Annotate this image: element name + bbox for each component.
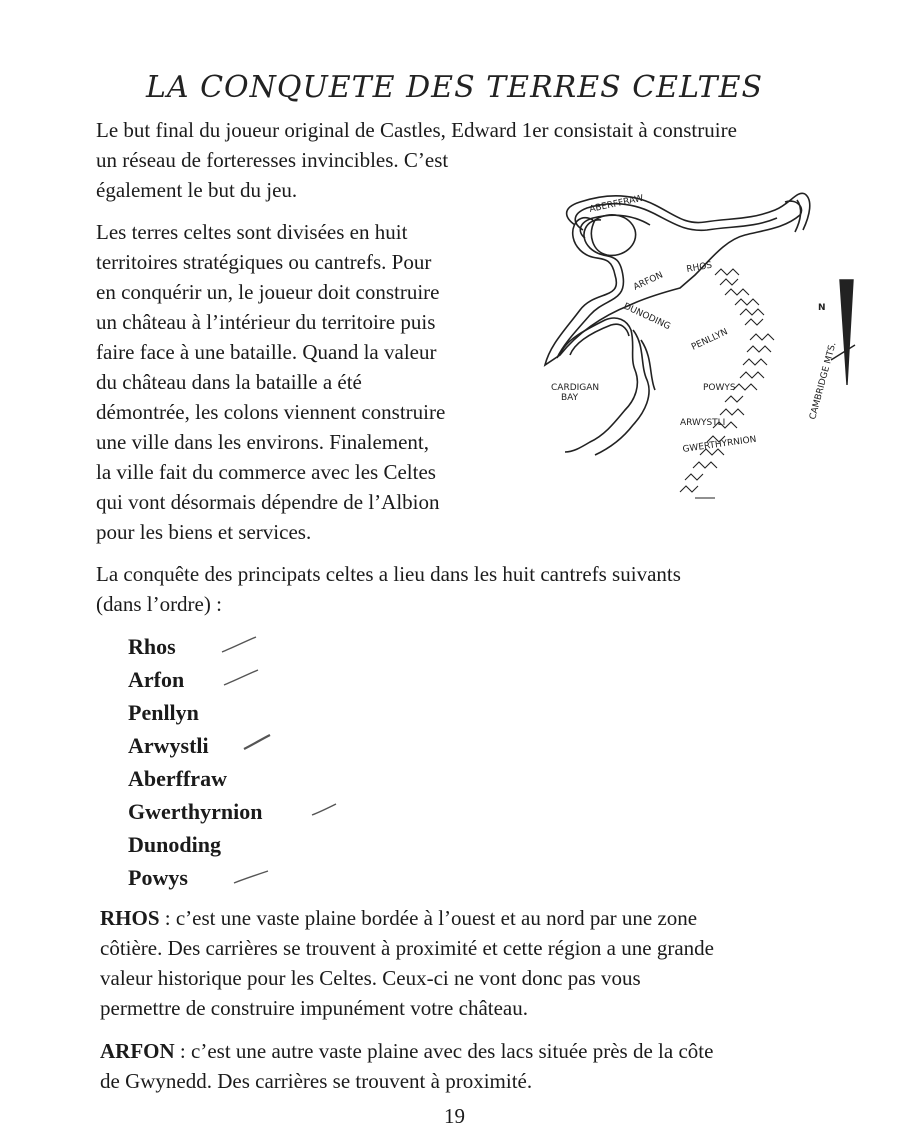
list-item	[128, 696, 262, 729]
map-label-powys: POWYS	[703, 383, 736, 393]
text-line: La conquête des principats celtes a lieu dans les huit cantrefs suivants	[96, 562, 681, 586]
wales-map	[535, 180, 870, 510]
list-item	[128, 828, 262, 861]
cantref-list	[128, 630, 262, 894]
map-label-cambridge-mts: CAMBRIDGE MTS.	[808, 341, 839, 421]
check-mark-icon	[220, 634, 260, 656]
list-item	[128, 663, 262, 696]
map-label-cardigan: CARDIGAN	[551, 383, 600, 393]
text-line: pour les biens et services.	[96, 520, 312, 544]
text-line: qui vont désormais dépendre de l’Albion	[96, 490, 440, 514]
list-item	[128, 795, 262, 828]
text-line: du château dans la bataille a été	[96, 370, 362, 394]
text-line: une ville dans les environs. Finalement,	[96, 430, 430, 454]
arfon-paragraph	[100, 1036, 890, 1096]
text-line: également le but du jeu.	[96, 178, 298, 202]
map-label-gwerthyrnion: GWERTHYRNION	[682, 434, 758, 455]
cantref-name: Dunoding	[128, 832, 221, 857]
check-mark-icon	[222, 667, 262, 689]
text-line: la ville fait du commerce avec les Celtes	[96, 460, 436, 484]
text-line: permettre de construire impunément votre château.	[100, 996, 528, 1020]
arfon-heading: ARFON	[100, 1039, 175, 1063]
text-line: Les terres celtes sont divisées en huit	[96, 220, 408, 244]
cantref-name: Aberffraw	[128, 766, 227, 791]
page-title: LA CONQUETE DES TERRES CELTES	[145, 70, 764, 105]
text-line: faire face à une bataille. Quand la valeur	[96, 340, 437, 364]
body-paragraph	[96, 217, 526, 547]
page-number: 19	[444, 1104, 465, 1128]
cantref-name: Powys	[128, 865, 188, 890]
text-line: un château à l’intérieur du territoire puis	[96, 310, 436, 334]
check-mark-icon	[310, 799, 340, 821]
map-label-arwystli: ARWYSTLI	[680, 418, 726, 428]
list-item	[128, 861, 262, 894]
cantref-name: Penllyn	[128, 700, 199, 725]
rhos-paragraph	[100, 903, 890, 1023]
cantref-name: Arwystli	[128, 733, 209, 758]
text-line: de Gwynedd. Des carrières se trouvent à proximité.	[100, 1069, 533, 1093]
text-line: : c’est une vaste plaine bordée à l’ouest et au nord par une zone	[159, 906, 698, 930]
cantref-name: Arfon	[128, 667, 185, 692]
text-line: : c’est une autre vaste plaine avec des lacs située près de la côte	[174, 1039, 714, 1063]
map-label-arfon: ARFON	[632, 270, 665, 293]
list-item	[128, 762, 262, 795]
map-label-aberffraw: ABERFFRAW	[588, 193, 645, 215]
text-line: en conquérir un, le joueur doit construire	[96, 280, 440, 304]
text-line: (dans l’ordre) :	[96, 592, 222, 616]
text-line: un réseau de forteresses invincibles. C’est	[96, 148, 449, 172]
text-line: valeur historique pour les Celtes. Ceux-ci ne vont donc pas vous	[100, 966, 641, 990]
map-label-rhos: RHOS	[685, 260, 713, 275]
check-mark-icon	[232, 865, 272, 887]
text-line: territoires stratégiques ou cantrefs. Pour	[96, 250, 432, 274]
list-item	[128, 729, 262, 762]
map-label-north: N	[818, 303, 826, 313]
cantref-name: Rhos	[128, 634, 176, 659]
text-line: démontrée, les colons viennent construire	[96, 400, 446, 424]
cantref-name: Gwerthyrnion	[128, 799, 263, 824]
list-intro	[96, 559, 876, 619]
map-label-dunoding: DUNODING	[621, 301, 672, 333]
text-line: Le but final du joueur original de Castles, Edward 1er consistait à construire	[96, 118, 737, 142]
list-item	[128, 630, 262, 663]
map-label-bay: BAY	[561, 393, 579, 403]
rhos-heading: RHOS	[100, 906, 160, 930]
text-line: côtière. Des carrières se trouvent à proximité et cette région a une grande	[100, 936, 714, 960]
check-mark-icon	[242, 733, 274, 755]
map-label-penllyn: PENLLYN	[690, 327, 730, 353]
